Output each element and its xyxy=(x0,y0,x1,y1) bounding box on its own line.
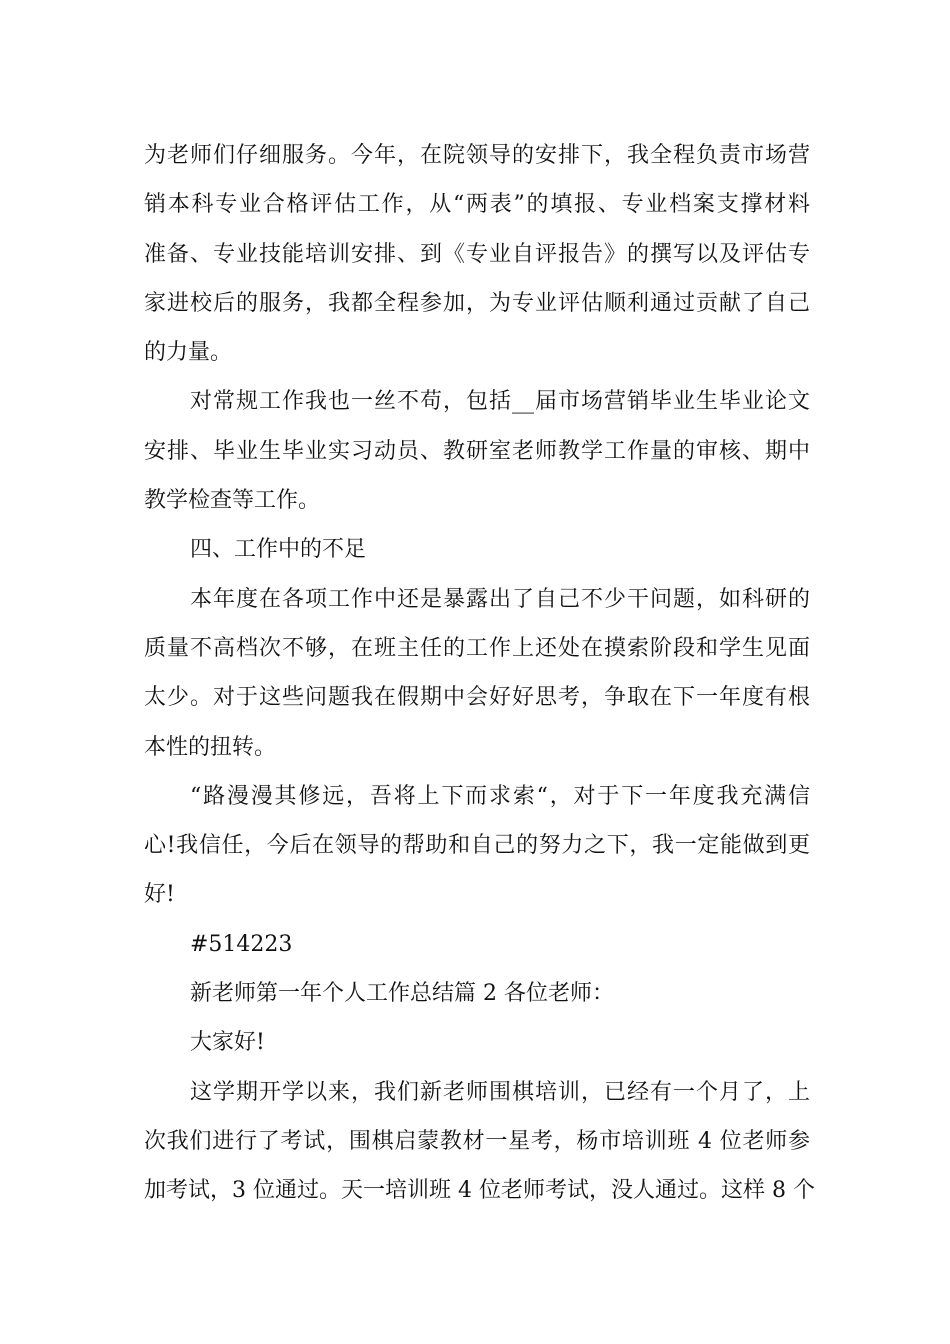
text-line: 家进校后的服务，我都全程参加，为专业评估顺利通过贡献了自己 xyxy=(144,290,810,316)
text-line: 安排、毕业生毕业实习动员、教研室老师教学工作量的审核、期中 xyxy=(144,438,810,464)
text-line: 加考试，3 位通过。天一培训班 4 位老师考试，没人通过。这样 8 个 xyxy=(144,1178,815,1204)
text-line: 好! xyxy=(144,882,175,908)
text-line: 质量不高档次不够，在班主任的工作上还处在摸索阶段和学生见面 xyxy=(144,635,810,661)
text-line: 本年度在各项工作中还是暴露出了自己不少干问题，如科研的 xyxy=(190,586,810,612)
text-line: 的力量。 xyxy=(144,340,233,366)
text-line: 这学期开学以来，我们新老师围棋培训，已经有一个月了，上 xyxy=(190,1079,810,1105)
text-line: 新老师第一年个人工作总结篇 2 各位老师： xyxy=(190,981,614,1007)
text-line: 本性的扭转。 xyxy=(144,734,277,760)
text-line: 销本科专业合格评估工作，从“两表”的填报、专业档案支撑材料 xyxy=(144,192,810,218)
text-line: 大家好! xyxy=(190,1030,265,1056)
text-line: 太少。对于这些问题我在假期中会好好思考，争取在下一年度有根 xyxy=(144,685,810,711)
document-body xyxy=(144,131,815,1216)
text-line: 对常规工作我也一丝不苟，包括__届市场营销毕业生毕业论文 xyxy=(190,389,810,415)
text-line: 次我们进行了考试，围棋启蒙教材一星考，杨市培训班 4 位老师参 xyxy=(144,1128,810,1154)
text-line: “路漫漫其修远，吾将上下而求索“，对于下一年度我充满信 xyxy=(190,783,810,809)
text-line: 为老师们仔细服务。今年，在院领导的安排下，我全程负责市场营 xyxy=(144,143,810,168)
text-line: 四、工作中的不足 xyxy=(190,537,367,563)
text-line: 准备、专业技能培训安排、到《专业自评报告》的撰写以及评估专 xyxy=(144,241,810,267)
text-line: #514223 xyxy=(190,931,293,957)
text-line: 心!我信任，今后在领导的帮助和自己的努力之下，我一定能做到更 xyxy=(144,833,810,859)
text-line: 教学检查等工作。 xyxy=(144,488,321,514)
